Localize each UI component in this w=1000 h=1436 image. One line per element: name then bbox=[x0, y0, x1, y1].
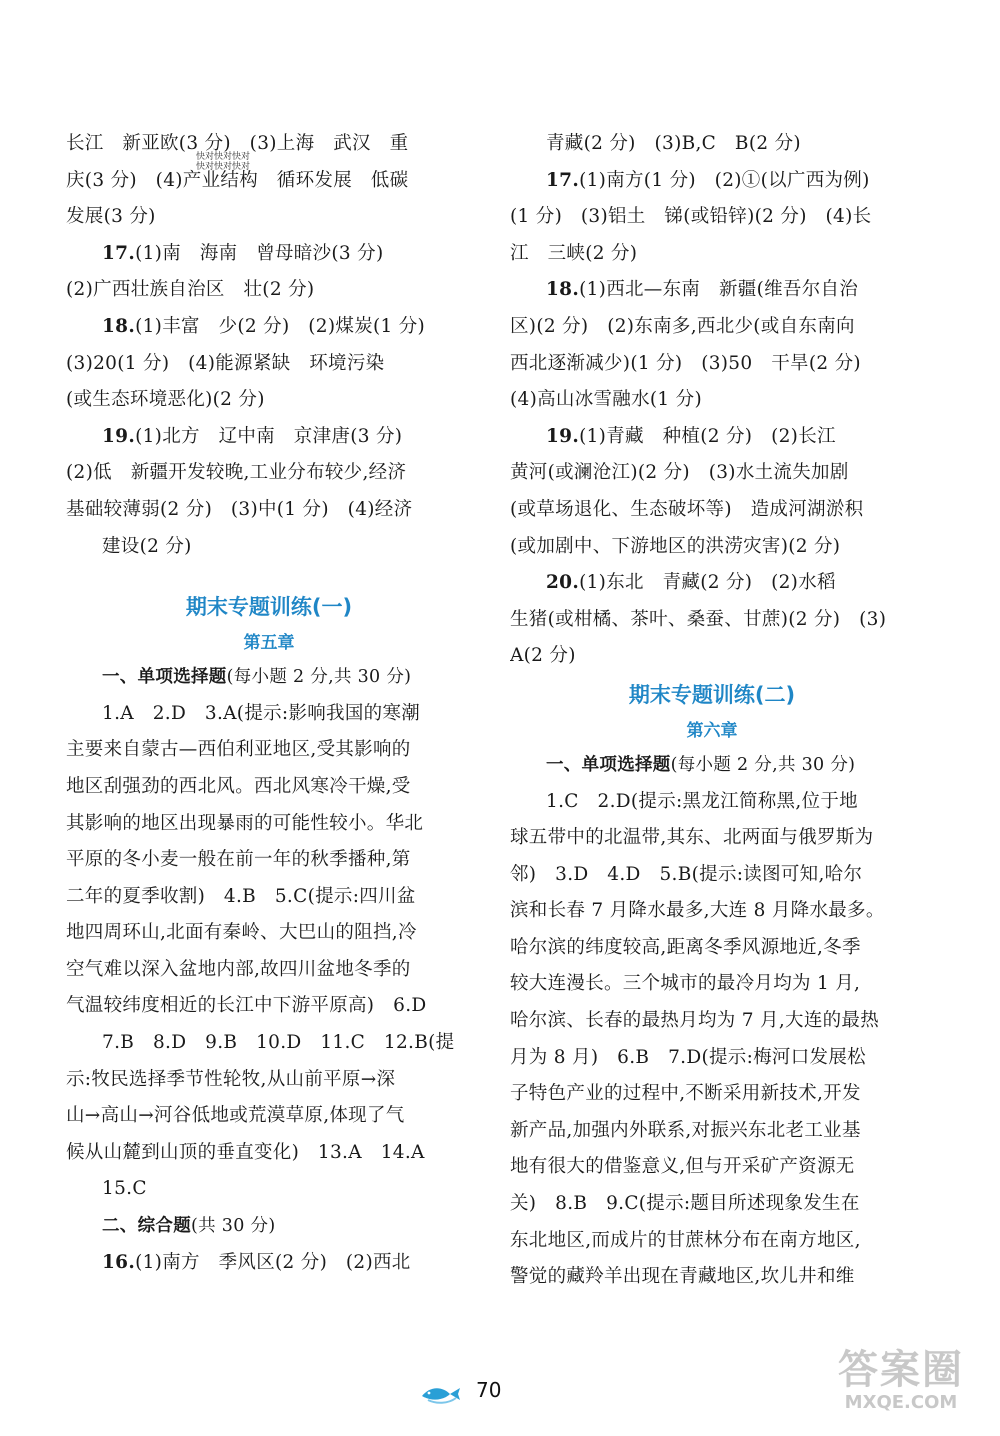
text-line: 长江 新亚欧(3 分) (3)上海 武汉 重 bbox=[66, 133, 409, 154]
question-18-line bbox=[510, 272, 914, 309]
text-line: 其影响的地区出现暴雨的可能性较小。华北 bbox=[66, 812, 424, 834]
handwritten-scribble: 快对快对快对 快对快对快对 bbox=[196, 152, 251, 172]
text-line: 东北地区,而成片的甘蔗林分布在南方地区, bbox=[510, 1229, 861, 1251]
watermark-logo: 答案圈 MXQE.COM bbox=[838, 1347, 964, 1413]
text-line: 地四周环山,北面有秦岭、大巴山的阻挡,冷 bbox=[66, 922, 417, 944]
text-line: 1.C 2.D(提示:黑龙江简称黑,位于地 bbox=[546, 790, 858, 812]
text-line: (3)20(1 分) (4)能源紧缺 环境污染 bbox=[66, 352, 385, 374]
text-line: 地区刮强劲的西北风。西北风寒冷干燥,受 bbox=[66, 775, 411, 797]
text-line: 1.A 2.D 3.A(提示:影响我国的寒潮 bbox=[102, 702, 421, 724]
text-line: 较大连漫长。三个城市的最冷月均为 1 月, bbox=[510, 973, 861, 995]
question-17-line bbox=[66, 236, 472, 273]
section-title: 期末专题训练(一) bbox=[185, 595, 353, 620]
text-line: 球五带中的北温带,其东、北两面与俄罗斯为 bbox=[510, 827, 874, 849]
text-line: (或草场退化、生态破坏等) 造成河湖淤积 bbox=[510, 498, 864, 520]
text-line: 警觉的藏羚羊出现在青藏地区,坎儿井和维 bbox=[510, 1266, 855, 1288]
chapter-title: 第五章 bbox=[243, 633, 295, 654]
text-line: (2)低 新疆开发较晚,工业分布较少,经济 bbox=[66, 462, 407, 484]
part-note: (共 30 分) bbox=[191, 1216, 276, 1237]
part-title: 一、单项选择题 bbox=[546, 754, 671, 775]
text-line: 哈尔滨的纬度较高,距离冬季风源地近,冬季 bbox=[510, 936, 861, 958]
answer-text: (1)南方(1 分) (2)①(以广西为例) bbox=[579, 169, 870, 191]
text-line: 15.C bbox=[102, 1178, 147, 1200]
part-note: (每小题 2 分,共 30 分) bbox=[670, 754, 856, 775]
text-line: 山→高山→河谷低地或荒漠草原,体现了气 bbox=[66, 1105, 405, 1127]
question-number: 18. bbox=[546, 279, 580, 301]
question-17-line bbox=[510, 163, 914, 200]
text-line: 西北逐渐减少)(1 分) (3)50 干旱(2 分) bbox=[510, 352, 861, 374]
question-18-line bbox=[66, 309, 472, 346]
text-line: 二年的夏季收割) 4.B 5.C(提示:四川盆 bbox=[66, 885, 416, 907]
question-number: 19. bbox=[102, 425, 136, 447]
text-line: A(2 分) bbox=[510, 645, 576, 667]
text-line: 关) 8.B 9.C(提示:题目所述现象发生在 bbox=[510, 1193, 860, 1215]
text-line: 江 三峡(2 分) bbox=[510, 242, 638, 264]
section-title: 期末专题训练(二) bbox=[628, 682, 796, 707]
fish-logo-icon bbox=[420, 1382, 470, 1406]
text-line: 平原的冬小麦一般在前一年的秋季播种,第 bbox=[66, 849, 411, 871]
chapter-title: 第六章 bbox=[686, 720, 738, 741]
question-number: 17. bbox=[546, 169, 580, 191]
question-number: 19. bbox=[546, 425, 580, 447]
answer-text: (1)南 海南 曾母暗沙(3 分) bbox=[135, 242, 384, 264]
text-line: 主要来自蒙古—西伯利亚地区,受其影响的 bbox=[66, 739, 411, 761]
text-line: (1 分) (3)铝土 锑(或铅锌)(2 分) (4)长 bbox=[510, 206, 872, 228]
page-number: 70 bbox=[476, 1378, 502, 1402]
answer-text: (1)丰富 少(2 分) (2)煤炭(1 分) bbox=[135, 315, 426, 337]
right-column bbox=[510, 126, 914, 1296]
text-line: 邻) 3.D 4.D 5.B(提示:读图可知,哈尔 bbox=[510, 863, 863, 885]
text-line: 生猪(或柑橘、茶叶、桑蚕、甘蔗)(2 分) (3) bbox=[510, 608, 887, 630]
answer-text: (1)青藏 种植(2 分) (2)长江 bbox=[579, 425, 836, 447]
text-line: 地有很大的借鉴意义,但与开采矿产资源无 bbox=[510, 1156, 855, 1178]
text-line: 黄河(或澜沧江)(2 分) (3)水土流失加剧 bbox=[510, 462, 849, 484]
text-line: 基础较薄弱(2 分) (3)中(1 分) (4)经济 bbox=[66, 498, 413, 520]
text-line: 建设(2 分) bbox=[102, 535, 192, 557]
text-line: (或加剧中、下游地区的洪涝灾害)(2 分) bbox=[510, 535, 841, 557]
part-heading bbox=[66, 659, 472, 696]
text-line: 月为 8 月) 6.B 7.D(提示:梅河口发展松 bbox=[510, 1046, 866, 1068]
left-column bbox=[66, 126, 472, 1281]
text-line: 庆(3 分) (4)产业结构 循环发展 低碳 bbox=[66, 169, 409, 191]
text-line: 滨和长春 7 月降水最多,大连 8 月降水最多。 bbox=[510, 900, 885, 922]
question-number: 18. bbox=[102, 315, 136, 337]
question-20-line bbox=[510, 565, 914, 602]
text-line: (或生态环境恶化)(2 分) bbox=[66, 389, 265, 411]
text-line: 示:牧民选择季节性轮牧,从山前平原→深 bbox=[66, 1068, 396, 1090]
question-19-line bbox=[66, 419, 472, 456]
part-note: (每小题 2 分,共 30 分) bbox=[226, 667, 412, 688]
answer-text: (1)东北 青藏(2 分) (2)水稻 bbox=[579, 572, 836, 594]
text-line: 7.B 8.D 9.B 10.D 11.C 12.B(提 bbox=[102, 1032, 455, 1054]
text-line: (2)广西壮族自治区 壮(2 分) bbox=[66, 279, 315, 301]
answer-text: (1)南方 季风区(2 分) (2)西北 bbox=[135, 1251, 411, 1273]
text-line: 子特色产业的过程中,不断采用新技术,开发 bbox=[510, 1083, 861, 1105]
question-16-line bbox=[66, 1245, 472, 1282]
text-line: 新产品,加强内外联系,对振兴东北老工业基 bbox=[510, 1119, 861, 1141]
text-line: (4)高山冰雪融水(1 分) bbox=[510, 389, 702, 411]
part-title: 二、综合题 bbox=[102, 1216, 191, 1237]
text-line: 区)(2 分) (2)东南多,西北少(或自东南向 bbox=[510, 315, 855, 337]
text-line: 青藏(2 分) (3)B,C B(2 分) bbox=[546, 133, 801, 154]
part-title: 一、单项选择题 bbox=[102, 667, 227, 688]
question-19-line bbox=[510, 419, 914, 456]
part-heading bbox=[510, 747, 914, 784]
question-number: 20. bbox=[546, 572, 580, 594]
part-heading bbox=[66, 1208, 472, 1245]
text-line: 气温较纬度相近的长江中下游平原高) 6.D bbox=[66, 995, 427, 1017]
text-line: 发展(3 分) bbox=[66, 206, 156, 228]
text-line: 候从山麓到山顶的垂直变化) 13.A 14.A bbox=[66, 1141, 425, 1163]
answer-text: (1)西北—东南 新疆(维吾尔自治 bbox=[579, 279, 859, 301]
text-line: 哈尔滨、长春的最热月均为 7 月,大连的最热 bbox=[510, 1010, 880, 1032]
question-number: 17. bbox=[102, 242, 136, 264]
question-number: 16. bbox=[102, 1251, 136, 1273]
text-line: 空气难以深入盆地内部,故四川盆地冬季的 bbox=[66, 958, 411, 980]
answer-text: (1)北方 辽中南 京津唐(3 分) bbox=[135, 425, 403, 447]
